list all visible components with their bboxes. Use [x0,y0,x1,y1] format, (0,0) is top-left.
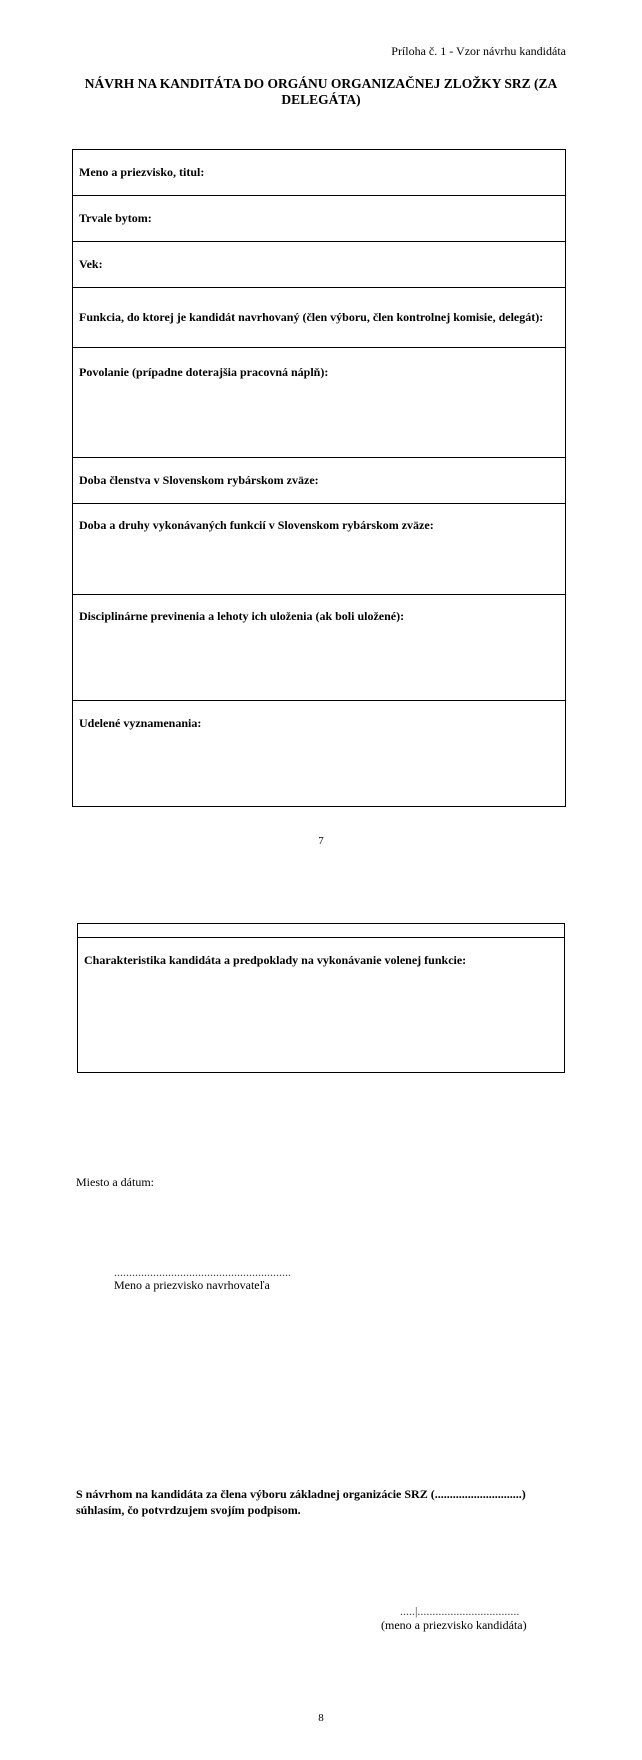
form-row-address [73,196,566,242]
document-title-line-1: NÁVRH NA KANDITÁTA DO ORGÁNU ORGANIZAČNEJ ZLOŽKY SRZ (ZA [84,76,558,91]
field-label-age: Vek: [79,257,103,271]
form-cell-function[interactable] [73,288,566,348]
field-label-name: Meno a priezvisko, titul: [79,165,205,179]
field-label-address: Trvale bytom: [79,211,152,225]
form-cell-address[interactable] [73,196,566,242]
field-label-occupation: Povolanie (prípadne doterajšia pracovná náplň): [79,365,329,379]
candidate-name-label: (meno a priezvisko kandidáta) [381,1618,527,1632]
form-row-functions-held [73,504,566,595]
characteristic-table-top-row [78,924,565,938]
proposer-name-label: Meno a priezvisko navrhovateľa [114,1278,270,1292]
form-cell-membership[interactable] [73,458,566,504]
candidate-signature-line[interactable]: .....|.................................. [400,1604,520,1618]
field-label-awards: Udelené vyznamenania: [79,716,202,730]
page-number-8: 8 [318,1712,324,1724]
characteristic-row [78,938,565,1073]
form-cell-age[interactable] [73,242,566,288]
form-row-name [73,150,566,196]
form-row-membership [73,458,566,504]
document-title-line-2: DELEGÁTA) [281,92,361,107]
characteristic-label: Charakteristika kandidáta a predpoklady na vykonávanie volenej funkcie: [84,953,467,967]
document-title [0,76,642,108]
candidate-form-table [72,149,566,807]
field-label-function: Funkcia, do ktorej je kandidát navrhovaný (člen výboru, člen kontrolnej komisie, delegát): [79,310,544,324]
form-cell-disciplinary[interactable] [73,595,566,701]
field-label-disciplinary: Disciplinárne previnenia a lehoty ich uloženia (ak boli uložené): [79,609,405,623]
annex-note: Príloha č. 1 - Vzor návrhu kandidáta [391,44,566,58]
form-row-age [73,242,566,288]
form-cell-functions-held[interactable] [73,504,566,595]
form-row-occupation [73,348,566,458]
characteristic-cell[interactable] [78,938,565,1073]
proposer-signature-line[interactable]: ........................................................... [114,1265,291,1279]
characteristic-table-empty-cell [78,924,565,938]
form-row-awards [73,701,566,807]
characteristic-table [77,923,565,1073]
form-row-function [73,288,566,348]
form-cell-awards[interactable] [73,701,566,807]
form-cell-name[interactable] [73,150,566,196]
form-cell-occupation[interactable] [73,348,566,458]
consent-statement: S návrhom na kandidáta za člena výboru základnej organizácie SRZ (.............................) súhlasím, čo potvrdzujem svojím podpisom. [76,1487,526,1517]
page-number-7: 7 [318,835,324,847]
field-label-functions-held: Doba a druhy vykonávaných funkcií v Slovenskom rybárskom zväze: [79,518,434,532]
field-label-membership: Doba členstva v Slovenskom rybárskom zväze: [79,473,319,487]
place-date-label: Miesto a dátum: [76,1175,154,1189]
form-row-disciplinary [73,595,566,701]
